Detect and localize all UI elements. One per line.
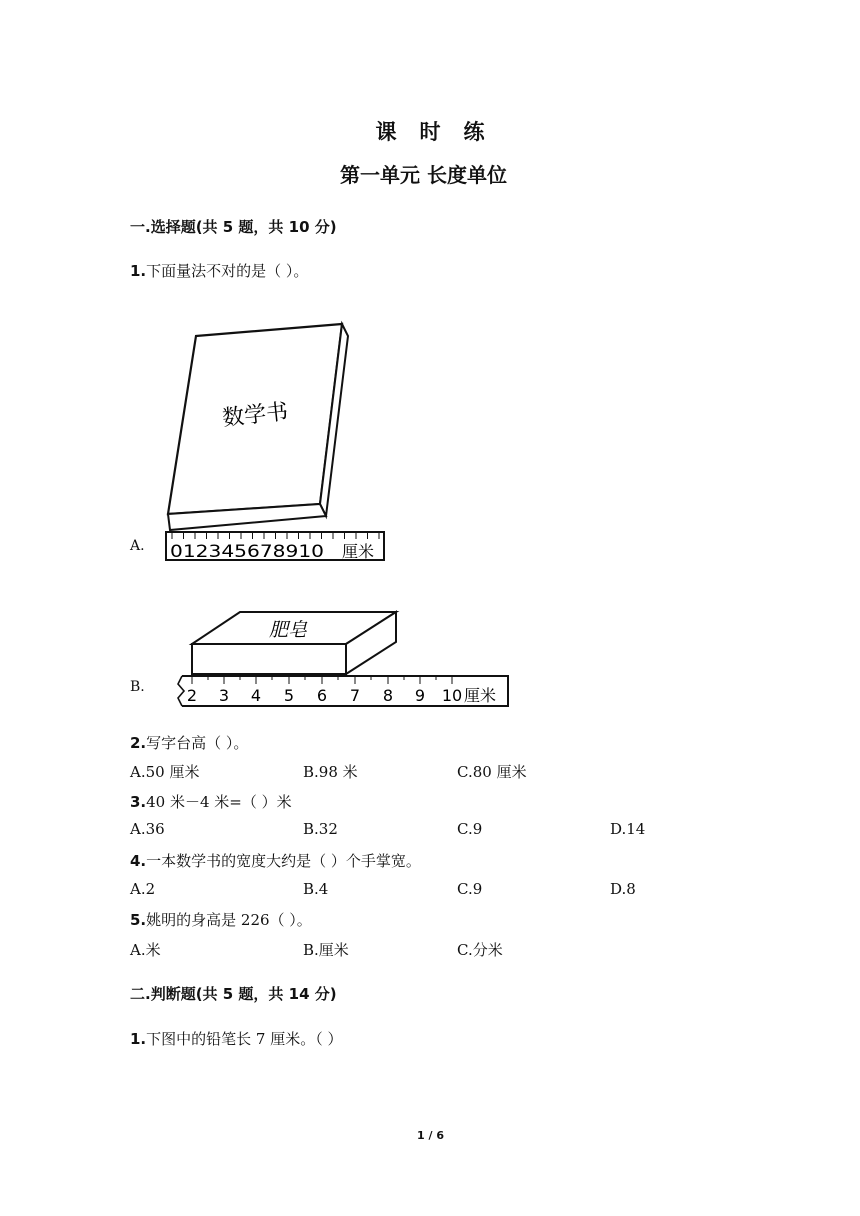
option-a: A.2 [130,880,156,898]
question-number: 3. [130,793,147,811]
soap-ruler-figure [168,604,514,712]
section-heading-judgment: 二.判断题(共 5 题，共 14 分) [130,985,337,1003]
book-title-text: 数学书 [221,399,290,432]
option-d: D.14 [610,820,646,838]
page-title [364,116,496,146]
option-d: D.8 [610,880,636,898]
ruler-tick-label: 6 [316,686,328,705]
option-a: A.米 [130,941,161,959]
question-text: 姚明的身高是 226（ ）。 [146,911,312,929]
option-c: C.分米 [457,941,503,959]
option-b: B.32 [303,820,338,838]
ruler-tick-label: 3 [218,686,230,705]
ruler-unit: 厘米 [342,542,375,561]
question-number: 2. [130,734,147,752]
option-c: C.9 [457,880,483,898]
question-text: 下图中的铅笔长 7 厘米。（ ） [146,1030,343,1048]
ruler-digits: 012345678910 [170,542,324,562]
book-ruler-figure [160,318,392,566]
option-b-label: B. [130,679,145,695]
question-1 [130,260,308,281]
question-text: 下面量法不对的是（ ）。 [146,262,309,280]
ruler-tick-label: 7 [349,686,361,705]
option-a-label: A. [130,538,145,554]
title-char: 课 [375,120,397,144]
question-3 [130,791,292,812]
option-a: A.36 [130,820,165,838]
option-c: C.80 厘米 [457,763,527,781]
question-2 [130,732,248,753]
ruler-tick-label: 10 [441,686,463,705]
question-number: 1. [130,262,147,280]
question-number: 4. [130,852,147,870]
page-number: 1 / 6 [417,1129,444,1142]
ruler-tick-label: 2 [186,686,198,705]
title-char: 练 [463,120,485,144]
question-5 [130,909,312,930]
option-b: B.4 [303,880,329,898]
option-a: A.50 厘米 [130,763,200,781]
option-b: B.98 米 [303,763,358,781]
soap-label-text: 肥皂 [268,619,308,641]
question-text: 一本数学书的宽度大约是（ ）个手掌宽。 [146,852,421,870]
option-c: C.9 [457,820,483,838]
ruler-tick-label: 8 [382,686,394,705]
question-4 [130,850,421,871]
ruler-tick-label: 9 [414,686,426,705]
question-text: 写字台高（ ）。 [146,734,249,752]
question-2-1 [130,1028,343,1049]
ruler-tick-label: 4 [250,686,262,705]
ruler-unit: 厘米 [464,686,497,705]
section-heading-choice: 一.选择题(共 5 题，共 10 分) [130,218,337,236]
question-text: 40 米－4 米=（ ）米 [146,793,292,811]
title-char: 时 [419,120,441,144]
question-number: 1. [130,1030,147,1048]
option-b: B.厘米 [303,941,349,959]
ruler-tick-label: 5 [283,686,295,705]
unit-subtitle: 第一单元 长度单位 [340,163,507,187]
question-number: 5. [130,911,147,929]
